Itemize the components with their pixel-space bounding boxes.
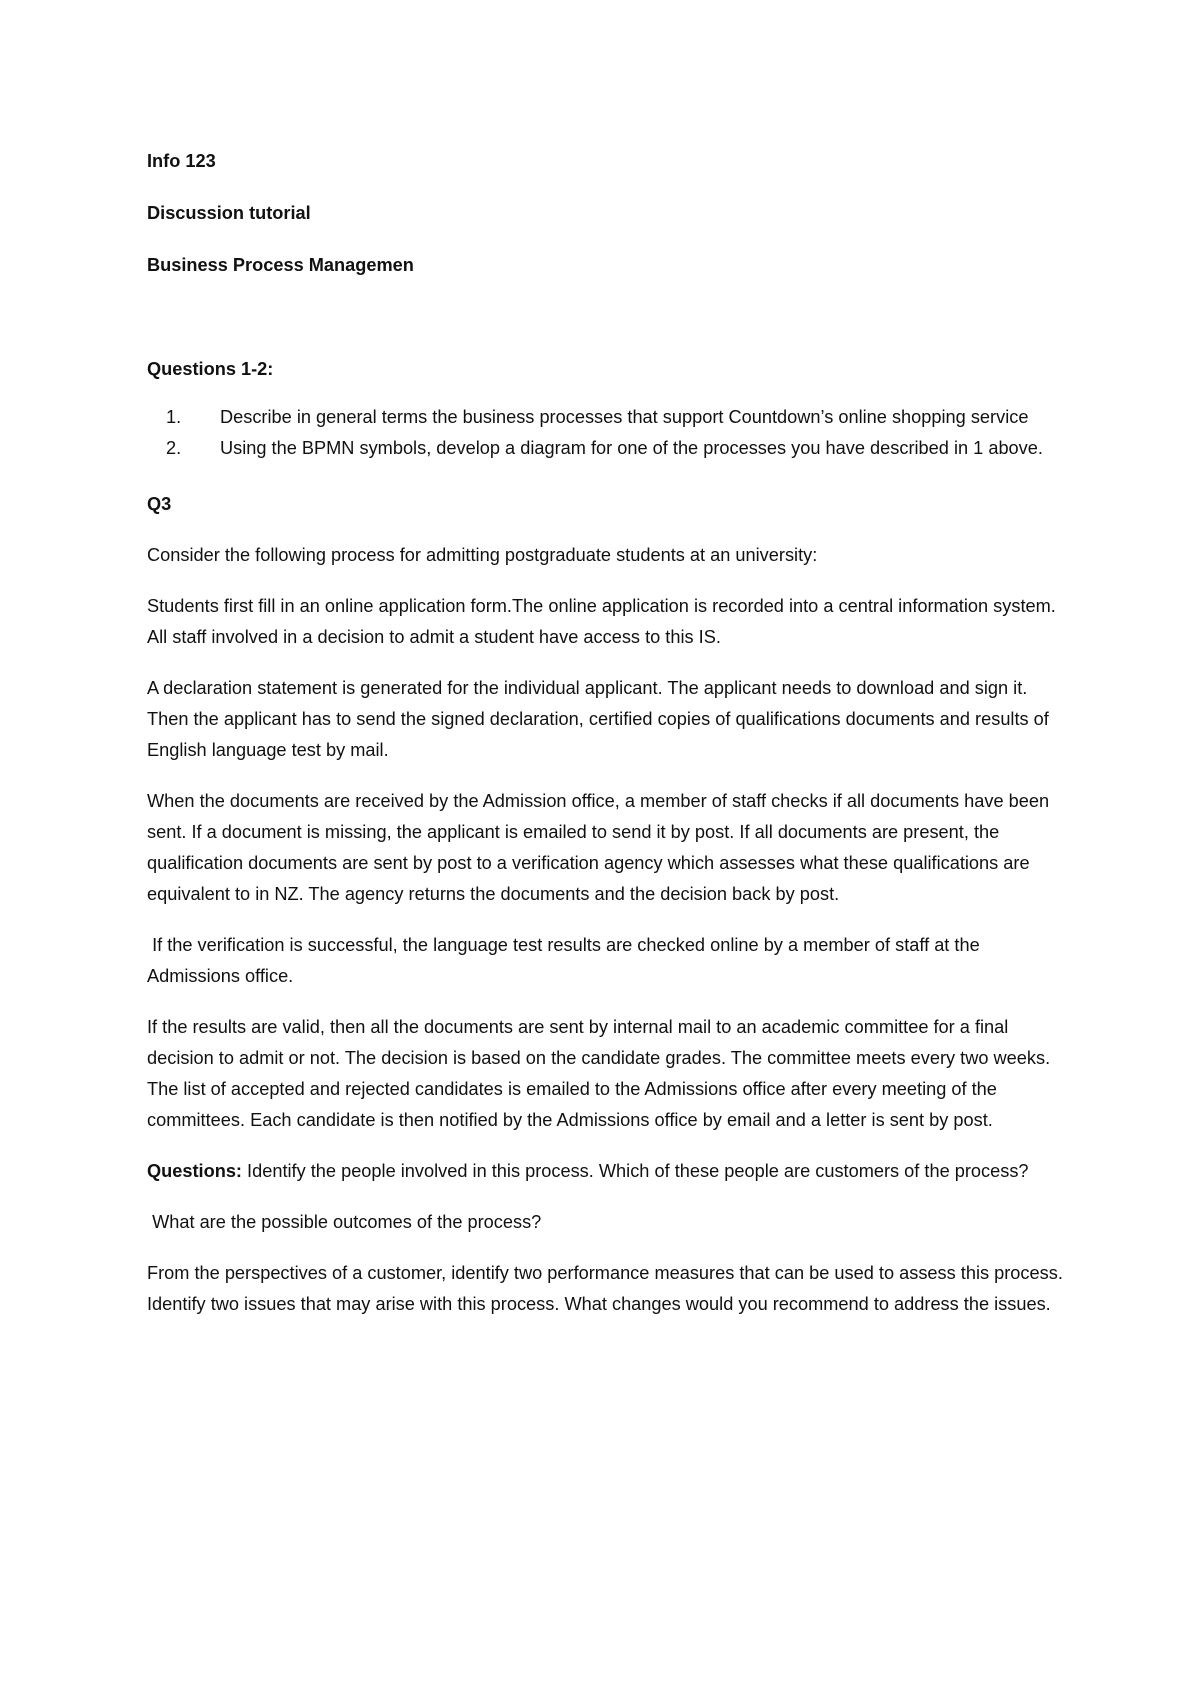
paragraph: When the documents are received by the Admission office, a member of staff checks if all documents have been sent. If a document is missing, the applicant is emailed to send it by post. If all documents are present, the qualification documents are sent by post to a verification agency which assesses what these qualifications are equivalent to in NZ. The agency returns the documents and the decision back by post. bbox=[147, 791, 1050, 904]
performance-question: From the perspectives of a customer, identify two performance measures that can be used to assess this process. Identify two issues that may arise with this process. What changes would you recommend to address the issues. bbox=[147, 1263, 1063, 1314]
course-title: Info 123 bbox=[147, 151, 216, 171]
list-item-number: 1. bbox=[166, 407, 182, 427]
paragraph: Students first fill in an online application form.The online application is recorded into a central information system. All staff involved in a decision to admit a student have access to this IS. bbox=[147, 596, 1056, 647]
document-topic: Business Process Managemen bbox=[147, 255, 414, 275]
questions-1-2-heading: Questions 1-2: bbox=[147, 359, 274, 379]
q3-heading: Q3 bbox=[147, 494, 172, 514]
list-item-text: Describe in general terms the business processes that support Countdown’s online shopping service bbox=[220, 407, 1029, 427]
paragraph: If the results are valid, then all the documents are sent by internal mail to an academic committee for a final decision to admit or not. The decision is based on the candidate grades. The committee meets every two weeks. The list of accepted and rejected candidates is emailed to the Admissions office after every meeting of the committees. Each candidate is then notified by the Admissions office by email and a letter is sent by post. bbox=[147, 1017, 1051, 1130]
q3-intro-paragraph: Consider the following process for admitting postgraduate students at an university: bbox=[147, 545, 818, 565]
questions-text: Identify the people involved in this process. Which of these people are customers of the process? bbox=[242, 1161, 1029, 1181]
paragraph: A declaration statement is generated for the individual applicant. The applicant needs to download and sign it. Then the applicant has to send the signed declaration, certified copies of qualifications documents and results of English language test by mail. bbox=[147, 678, 1049, 760]
outcomes-question: What are the possible outcomes of the process? bbox=[147, 1212, 542, 1232]
document-subtitle: Discussion tutorial bbox=[147, 203, 311, 223]
list-item bbox=[147, 433, 1067, 464]
questions-list bbox=[147, 402, 1067, 464]
document-body bbox=[147, 146, 1067, 1340]
list-item bbox=[147, 402, 1067, 433]
questions-paragraph bbox=[147, 1156, 1067, 1187]
list-item-text: Using the BPMN symbols, develop a diagram for one of the processes you have described in 1 above. bbox=[220, 438, 1043, 458]
list-item-number: 2. bbox=[166, 438, 182, 458]
questions-label: Questions: bbox=[147, 1161, 242, 1181]
paragraph: If the verification is successful, the language test results are checked online by a member of staff at the Admissions office. bbox=[147, 935, 984, 986]
